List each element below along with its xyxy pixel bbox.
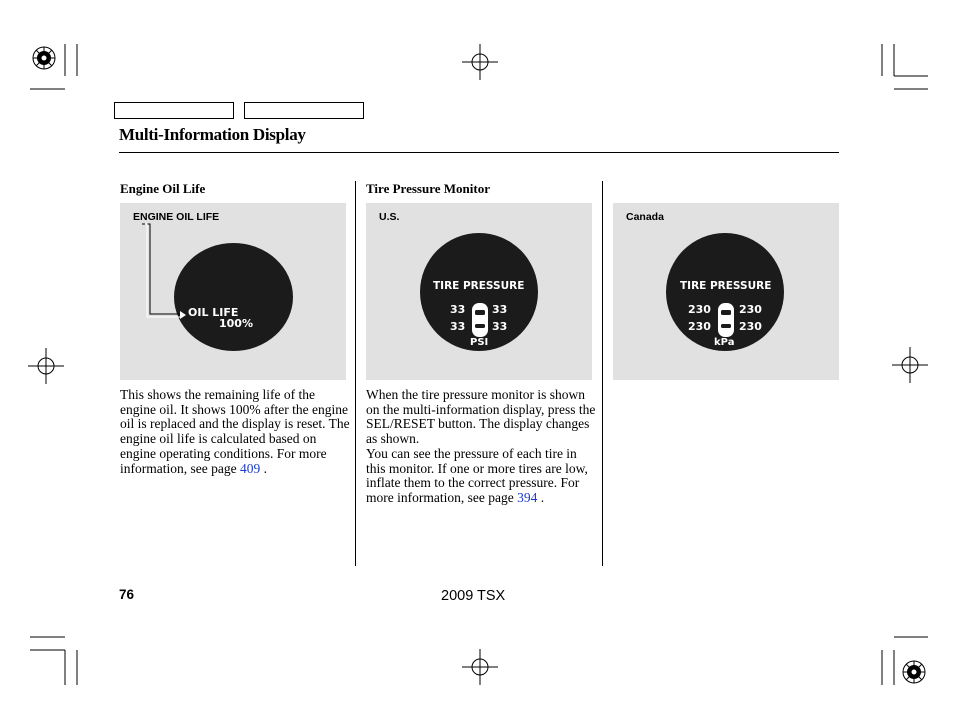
pressure-unit: kPa bbox=[714, 337, 735, 348]
car-top-view-icon bbox=[470, 302, 490, 338]
oil-life-value: 100% bbox=[219, 317, 253, 330]
front-left-pressure: 33 bbox=[450, 303, 466, 316]
tire-pressure-text-1: When the tire pressure monitor is shown on the multi-information display, press the SEL/RESET button. The display changes as shown. bbox=[366, 387, 596, 447]
column-divider-2 bbox=[602, 181, 603, 566]
rear-left-pressure: 230 bbox=[688, 320, 711, 333]
panel-label: U.S. bbox=[379, 211, 400, 223]
tire-pressure-text-2: You can see the pressure of each tire in this monitor. If one or more tires are low, inflate them to the correct pressure. For more information, see page bbox=[366, 445, 588, 505]
rear-left-pressure: 33 bbox=[450, 320, 466, 333]
panel-label: Canada bbox=[626, 211, 664, 223]
column-divider-1 bbox=[355, 181, 356, 566]
tire-pressure-canada-figure bbox=[613, 203, 839, 380]
section-heading-tire-pressure-monitor: Tire Pressure Monitor bbox=[366, 181, 490, 196]
title-rule bbox=[119, 152, 839, 153]
tire-pressure-description bbox=[366, 388, 598, 506]
callout-line bbox=[120, 203, 346, 380]
tire-pressure-title: TIRE PRESSURE bbox=[433, 280, 525, 292]
car-top-view-icon bbox=[716, 302, 736, 338]
page-number: 76 bbox=[119, 587, 135, 602]
tire-pressure-title: TIRE PRESSURE bbox=[680, 280, 772, 292]
vehicle-model: 2009 TSX bbox=[441, 588, 506, 604]
panel-label: ENGINE OIL LIFE bbox=[133, 211, 220, 223]
header-tab-box-1 bbox=[114, 102, 234, 119]
section-heading-engine-oil-life: Engine Oil Life bbox=[120, 181, 206, 196]
front-left-pressure: 230 bbox=[688, 303, 711, 316]
header-tab-box-2 bbox=[244, 102, 364, 119]
page-title: Multi-Information Display bbox=[119, 125, 306, 144]
rear-right-pressure: 33 bbox=[492, 320, 508, 333]
front-right-pressure: 230 bbox=[739, 303, 762, 316]
oil-life-text: This shows the remaining life of the engine oil. It shows 100% after the engine oil is replaced and the display is reset. The engine oil life is calculated based on engine operating conditions. For more information, see page bbox=[120, 387, 350, 476]
page-link-409[interactable]: 409 bbox=[239, 460, 261, 476]
rear-right-pressure: 230 bbox=[739, 320, 762, 333]
tire-pressure-us-figure bbox=[366, 203, 592, 380]
tire-pressure-text-end: . bbox=[537, 489, 545, 505]
oil-life-text-end: . bbox=[260, 460, 267, 476]
oil-life-description bbox=[120, 388, 352, 476]
pressure-unit: PSI bbox=[470, 337, 489, 348]
oil-life-figure bbox=[120, 203, 346, 380]
oil-life-label: OIL LIFE bbox=[188, 306, 239, 319]
page-link-394[interactable]: 394 bbox=[517, 489, 538, 505]
front-right-pressure: 33 bbox=[492, 303, 508, 316]
